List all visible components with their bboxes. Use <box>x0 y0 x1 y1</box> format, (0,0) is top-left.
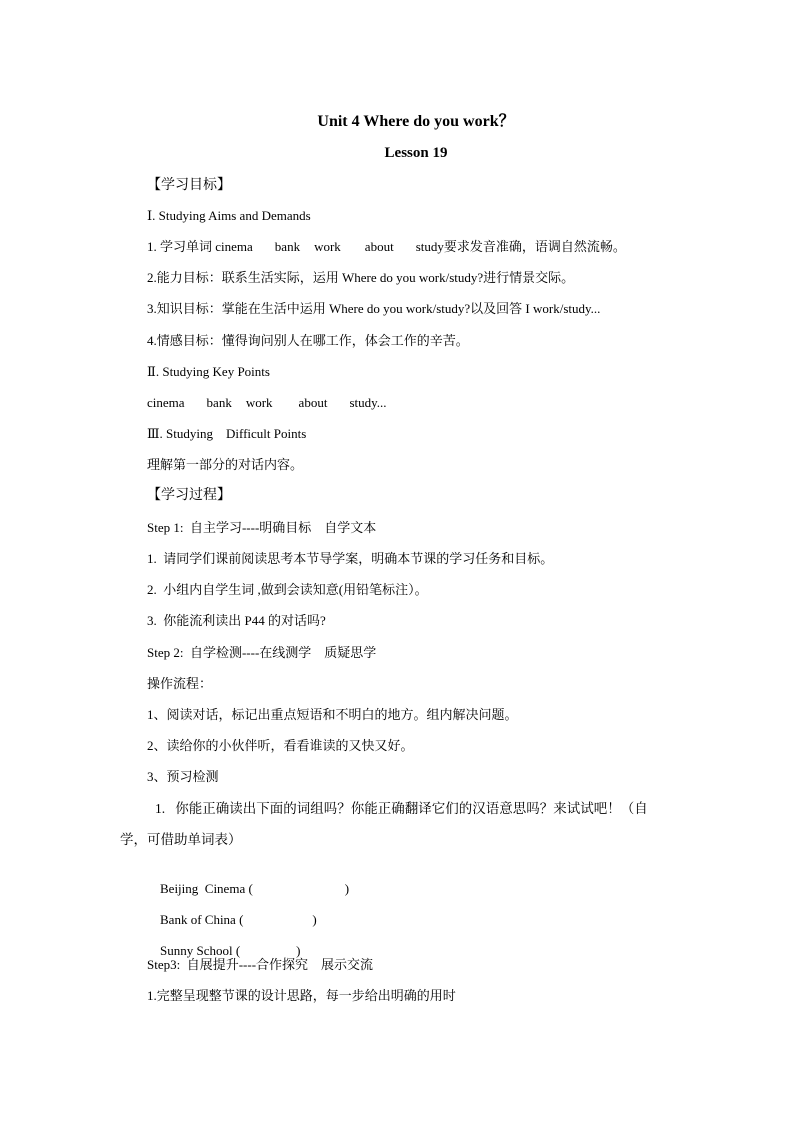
key-word: about <box>298 395 328 410</box>
aim-1-word: study <box>415 239 444 254</box>
process-label: 操作流程： <box>147 676 213 691</box>
exercise-instruction: 1. 你能正确读出下面的词组吗？你能正确翻译它们的汉语意思吗？来试试吧！（自 <box>155 801 648 816</box>
difficult-points-heading: Ⅲ. Studying Difficult Points <box>147 426 307 441</box>
key-points-heading: Ⅱ. Studying Key Points <box>147 364 270 379</box>
section-heading-process: 【学习过程】 <box>147 488 231 503</box>
step-1-heading: Step 1: 自主学习----明确目标 自学文本 <box>147 520 377 535</box>
phrase-text: Bank of China ( <box>160 912 244 927</box>
aim-1-word: bank <box>274 239 301 254</box>
aim-3: 3.知识目标：掌能在生活中运用 Where do you work/study?以及回答 I work/study... <box>147 301 601 316</box>
aim-1-prefix: 1. 学习单词 cinema <box>147 239 253 254</box>
aim-1-word: about <box>364 239 394 254</box>
key-words <box>147 394 387 412</box>
aim-1-word: work <box>314 239 341 254</box>
aim-2: 2.能力目标：联系生活实际，运用 Where do you work/study?进行情景交际。 <box>147 270 575 285</box>
step-1-item: 3. 你能流利读出 P44 的对话吗? <box>147 613 326 628</box>
key-word: bank <box>206 395 232 410</box>
aim-4: 4.情感目标：懂得询问别人在哪工作，体会工作的辛苦。 <box>147 333 469 348</box>
step-3-heading: Step3: 自展提升----合作探究 展示交流 <box>147 957 374 972</box>
aims-heading: Ⅰ. Studying Aims and Demands <box>147 208 311 223</box>
phrase-text: Beijing Cinema ( <box>160 881 253 896</box>
step-3-item: 1.完整呈现整节课的设计思路，每一步给出明确的用时 <box>147 988 456 1003</box>
exercise-instruction-continued: 学，可借助单词表） <box>120 832 242 847</box>
unit-title: Unit 4 Where do you work？ <box>317 113 515 130</box>
process-item: 1、阅读对话，标记出重点短语和不明白的地方。组内解决问题。 <box>147 707 518 722</box>
close-paren: ) <box>296 943 301 958</box>
aim-1-suffix: 要求发音准确，语调自然流畅。 <box>443 239 626 254</box>
key-word: work <box>245 395 273 410</box>
key-word: study... <box>349 395 387 410</box>
lesson-title: Lesson 19 <box>384 145 448 161</box>
difficult-points-text: 理解第一部分的对话内容。 <box>147 457 304 472</box>
process-item: 3、预习检测 <box>147 769 219 784</box>
close-paren: ) <box>312 912 317 927</box>
close-paren: ) <box>344 881 350 896</box>
step-1-item: 2. 小组内自学生词 ,做到会读知意(用铅笔标注）。 <box>147 582 428 597</box>
aim-1 <box>147 238 626 256</box>
section-heading-aims: 【学习目标】 <box>147 178 231 193</box>
process-item: 2、读给你的小伙伴听，看看谁读的又快又好。 <box>147 738 414 753</box>
step-1-item: 1. 请同学们课前阅读思考本节导学案，明确本节课的学习任务和目标。 <box>147 551 554 566</box>
key-word: cinema <box>147 395 185 410</box>
step-2-heading: Step 2: 自学检测----在线测学 质疑思学 <box>147 645 377 660</box>
phrase-text: Sunny School ( <box>160 943 241 958</box>
